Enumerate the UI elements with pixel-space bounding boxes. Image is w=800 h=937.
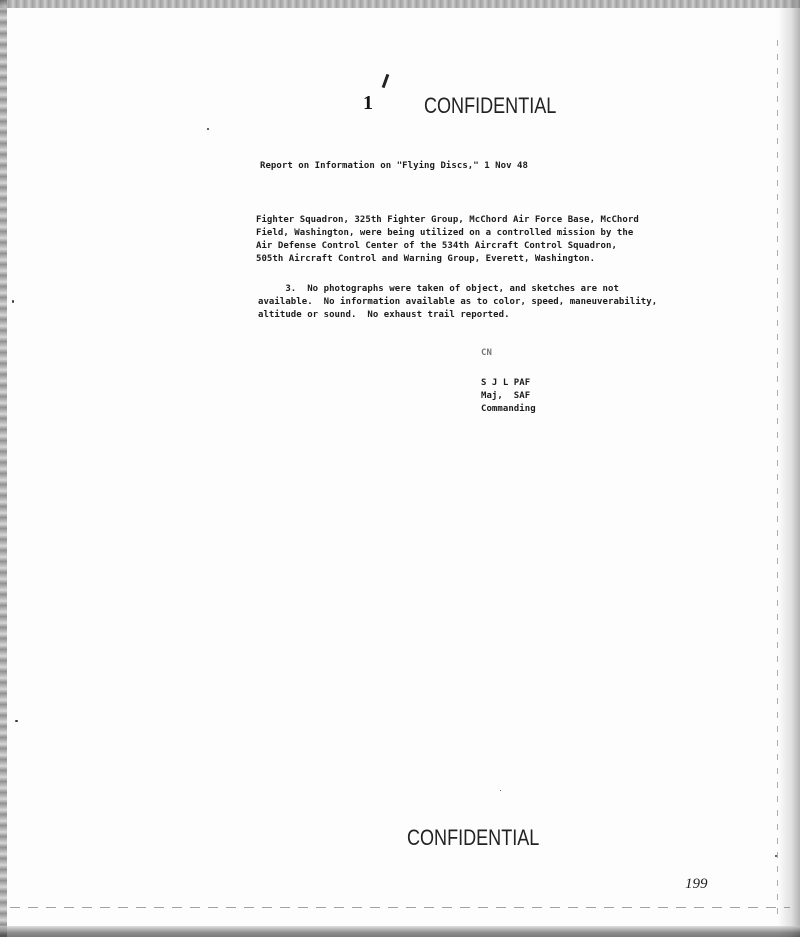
header-mark: 1 — [363, 92, 373, 114]
classification-stamp-top: CONFIDENTIAL — [424, 93, 557, 118]
scan-speck — [775, 855, 777, 857]
scan-edge-top — [0, 0, 800, 8]
scan-speck — [207, 128, 209, 130]
scan-edge-right — [778, 0, 800, 937]
signature-block — [481, 377, 536, 416]
scan-dash-bottom — [10, 907, 790, 908]
scan-speck — [12, 300, 14, 303]
signature-title: Commanding — [481, 404, 536, 414]
signature-name: S J L PAF — [481, 378, 531, 388]
signature-rank: Maj, SAF — [481, 391, 531, 401]
scan-speck — [500, 790, 501, 791]
paragraph-1-line: Air Defense Control Center of the 534th Aircraft Control Squadron, — [256, 241, 617, 251]
report-subject-line: Report on Information on "Flying Discs," 1 Nov 48 — [260, 161, 528, 171]
handwritten-tick-mark — [382, 74, 390, 88]
signature-initials: CN — [481, 348, 492, 358]
paragraph-3-line: 3. No photographs were taken of object, and sketches are not — [258, 284, 619, 294]
classification-stamp-bottom: CONFIDENTIAL — [407, 825, 540, 850]
paragraph-1-line: 505th Aircraft Control and Warning Group, Everett, Washington. — [256, 254, 596, 264]
scan-speck — [15, 720, 18, 722]
paragraph-1-line: Field, Washington, were being utilized on a controlled mission by the — [256, 228, 634, 238]
scan-crease-right — [777, 40, 778, 920]
paragraph-3-line: available. No information available as to color, speed, maneuverability, — [258, 297, 658, 307]
scan-edge-bottom — [0, 926, 800, 937]
paragraph-1-line: Fighter Squadron, 325th Fighter Group, McChord Air Force Base, McChord — [256, 215, 639, 225]
paragraph-3-line: altitude or sound. No exhaust trail reported. — [258, 310, 510, 320]
paragraph-1 — [256, 214, 639, 266]
scan-edge-left — [0, 0, 7, 937]
page-number: 199 — [685, 876, 708, 892]
paragraph-3 — [258, 283, 657, 322]
